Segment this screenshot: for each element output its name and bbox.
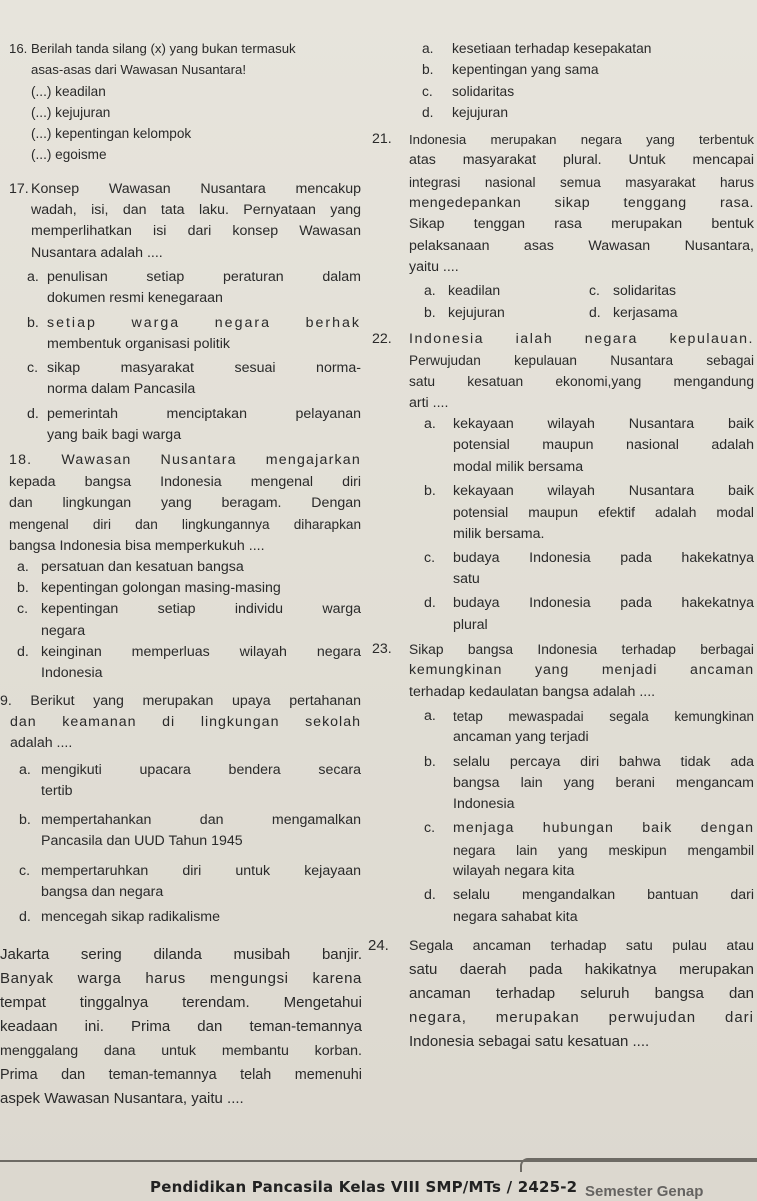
stem-line: integrasi nasional semua masyarakat harus bbox=[409, 174, 754, 190]
question-stem bbox=[372, 639, 754, 703]
stem-line: mengedepankan sikap tenggang rasa. bbox=[409, 195, 754, 212]
question-number: 23. bbox=[372, 641, 392, 658]
stem-line: Indonesia merupakan negara yang terbentuk bbox=[409, 132, 754, 148]
footer-semester: Semester Genap bbox=[585, 1183, 704, 1200]
stem-line: satu daerah pada hakikatnya merupakan bbox=[409, 960, 754, 978]
option-b[interactable]: b. kepentingan yang sama bbox=[422, 62, 599, 78]
stem-line: bangsa Indonesia bisa memperkukuh .... bbox=[9, 537, 265, 554]
stem-line: adalah .... bbox=[10, 735, 73, 752]
passage-line: Banyak warga harus mengungsi karena bbox=[0, 969, 362, 987]
footer-title: Pendidikan Pancasila Kelas VIII SMP/MTs / 2425-2 bbox=[150, 1178, 578, 1196]
question-number: 21. bbox=[372, 131, 392, 148]
checklist bbox=[9, 81, 361, 166]
question-stem bbox=[368, 934, 754, 1054]
case-passage bbox=[0, 943, 362, 1111]
question-23 bbox=[372, 639, 754, 928]
options-20 bbox=[372, 38, 754, 123]
question-number: 16. bbox=[9, 41, 28, 56]
option-d[interactable]: d. budaya Indonesia pada hakekatnya plural bbox=[424, 595, 754, 633]
option-a[interactable]: a. mengikuti upacara bendera secara tertib bbox=[19, 761, 361, 799]
stem-line: Segala ancaman terhadap satu pulau atau bbox=[409, 937, 754, 954]
option-b[interactable]: b. kekayaan wilayah Nusantara baik potensial maupun efektif adalah modal milik bersama. bbox=[424, 482, 754, 542]
option-a[interactable]: a. tetap mewaspadai segala kemungkinan ancaman yang terjadi bbox=[424, 707, 754, 746]
question-stem bbox=[372, 329, 754, 414]
stem-line: negara, merupakan perwujudan dari bbox=[409, 1008, 754, 1026]
checklist-item[interactable]: (...) kejujuran bbox=[31, 104, 111, 120]
option-d[interactable]: d. selalu mengandalkan bantuan dari negara sahabat kita bbox=[424, 887, 754, 925]
question-stem bbox=[9, 38, 361, 81]
stem-line: Indonesia sebagai satu kesatuan .... bbox=[409, 1032, 650, 1050]
stem-line: asas-asas dari Wawasan Nusantara! bbox=[31, 62, 247, 78]
stem-line: dan lingkungan yang beragam. Dengan bbox=[9, 494, 361, 511]
option-a[interactable]: a. penulisan setiap peraturan dalam dokumen resmi kenegaraan bbox=[27, 268, 361, 307]
question-18 bbox=[9, 450, 361, 684]
stem-line: arti .... bbox=[409, 394, 449, 411]
passage-line: aspek Wawasan Nusantara, yaitu .... bbox=[0, 1089, 244, 1107]
option-a[interactable]: a. kekayaan wilayah Nusantara baik potensial maupun nasional adalah modal milik bersama bbox=[424, 416, 754, 475]
stem-line: Sikap tenggan rasa merupakan bentuk bbox=[409, 216, 754, 233]
option-c[interactable]: c. mempertaruhkan diri untuk kejayaan bangsa dan negara bbox=[19, 862, 361, 900]
stem-line: Berilah tanda silang (x) yang bukan termasuk bbox=[31, 41, 296, 56]
option-b[interactable]: b. kejujuran bbox=[424, 303, 505, 320]
checklist-item[interactable]: (...) egoisme bbox=[31, 147, 107, 163]
stem-line: satu kesatuan ekonomi,yang mengandung bbox=[409, 374, 754, 390]
stem-line: Perwujudan kepulauan Nusantara sebagai bbox=[409, 353, 754, 369]
option-d[interactable]: d. pemerintah menciptakan pelayanan yang baik bagi warga bbox=[27, 405, 361, 444]
option-d[interactable]: d. mencegah sikap radikalisme bbox=[19, 909, 221, 926]
passage-line: tempat tinggalnya terendam. Mengetahui bbox=[0, 993, 362, 1011]
checklist-item[interactable]: (...) keadilan bbox=[31, 83, 106, 99]
stem-line: Konsep Wawasan Nusantara mencakup bbox=[31, 180, 361, 197]
passage-line: menggalang dana untuk membantu korban. bbox=[0, 1042, 362, 1059]
question-number: 18. bbox=[9, 452, 33, 469]
option-d[interactable]: d. kerjasama bbox=[589, 303, 678, 320]
question-stem: 18. Wawasan Nusantara mengajarkan kepada bangsa Indonesia mengenal diri dan lingkungan yang beragam. Dengan mengenal diri dan lingkungannya diharapkan bangsa Indonesia bisa memperkukuh .... bbox=[9, 450, 361, 556]
stem-line: pelaksanaan asas Wawasan Nusantara, bbox=[409, 237, 754, 254]
option-c[interactable]: c. menjaga hubungan baik dengan negara lain yang meskipun mengambil wilayah negara kita bbox=[424, 820, 754, 879]
stem-line: terhadap kedaulatan bangsa adalah .... bbox=[409, 683, 656, 700]
question-stem bbox=[372, 129, 754, 278]
question-24 bbox=[368, 934, 754, 1054]
question-stem: 9. Berikut yang merupakan upaya pertahanan dan keamanan di lingkungan sekolah adalah .... bbox=[0, 691, 361, 755]
options-grid bbox=[372, 280, 754, 323]
question-stem bbox=[9, 179, 361, 264]
question-number: 22. bbox=[372, 330, 392, 347]
stem-line: ancaman terhadap seluruh bangsa dan bbox=[409, 984, 754, 1002]
question-17 bbox=[9, 179, 361, 447]
stem-line: wadah, isi, dan tata laku. Pernyataan yang bbox=[31, 202, 361, 219]
option-a[interactable]: a. keadilan bbox=[424, 282, 501, 299]
stem-line: Sikap bangsa Indonesia terhadap berbagai bbox=[409, 642, 754, 658]
option-a[interactable]: a. kesetiaan terhadap kesepakatan bbox=[422, 41, 652, 56]
stem-line: atas masyarakat plural. Untuk mencapai bbox=[409, 152, 754, 169]
footer-divider-curve bbox=[520, 1158, 757, 1172]
option-d[interactable]: d. keinginan memperluas wilayah negara Indonesia bbox=[17, 644, 361, 682]
checklist-item[interactable]: (...) kepentingan kelompok bbox=[31, 126, 192, 142]
stem-line: Indonesia ialah negara kepulauan. bbox=[409, 330, 754, 347]
left-column bbox=[0, 38, 362, 1111]
option-b[interactable]: b. kepentingan golongan masing-masing bbox=[17, 580, 281, 597]
stem-line: yaitu .... bbox=[409, 258, 459, 275]
question-21 bbox=[372, 129, 754, 323]
option-c[interactable]: c. budaya Indonesia pada hakekatnya satu bbox=[424, 549, 754, 588]
question-number: 24. bbox=[368, 936, 389, 954]
question-19 bbox=[0, 691, 361, 929]
option-b[interactable]: b. mempertahankan dan mengamalkan Pancasila dan UUD Tahun 1945 bbox=[19, 812, 361, 850]
stem-line: kepada bangsa Indonesia mengenal diri bbox=[9, 473, 361, 490]
option-b[interactable]: b. selalu percaya diri bahwa tidak ada bangsa lain yang berani mengancam Indonesia bbox=[424, 753, 754, 813]
stem-line: mengenal diri dan lingkungannya diharapkan bbox=[9, 517, 361, 533]
passage-line: Jakarta sering dilanda musibah banjir. bbox=[0, 945, 362, 963]
option-c[interactable]: c. solidaritas bbox=[589, 282, 677, 299]
question-16 bbox=[9, 38, 361, 166]
option-c[interactable]: c. sikap masyarakat sesuai norma- norma dalam Pancasila bbox=[27, 360, 361, 398]
option-b[interactable]: b. setiap warga negara berhak membentuk organisasi politik bbox=[27, 314, 361, 352]
passage-line: Prima dan teman-temannya telah memenuhi bbox=[0, 1066, 362, 1083]
question-number: 17. bbox=[9, 180, 29, 197]
option-c[interactable]: c. kepentingan setiap individu warga negara bbox=[17, 601, 361, 639]
stem-line: kemungkinan yang menjadi ancaman bbox=[409, 662, 754, 679]
stem-line: dan keamanan di lingkungan sekolah bbox=[10, 713, 361, 730]
passage-line: keadaan ini. Prima dan teman-temannya bbox=[0, 1017, 362, 1035]
question-number: 9. bbox=[0, 692, 12, 709]
option-a[interactable]: a. persatuan dan kesatuan bangsa bbox=[17, 558, 244, 575]
stem-line: Nusantara adalah .... bbox=[31, 244, 163, 261]
right-column bbox=[368, 38, 754, 1056]
stem-line: memperlihatkan isi dari konsep Wawasan bbox=[31, 223, 361, 240]
option-d[interactable]: d. kejujuran bbox=[422, 104, 508, 120]
question-22 bbox=[372, 329, 754, 636]
option-c[interactable]: c. solidaritas bbox=[422, 83, 515, 99]
